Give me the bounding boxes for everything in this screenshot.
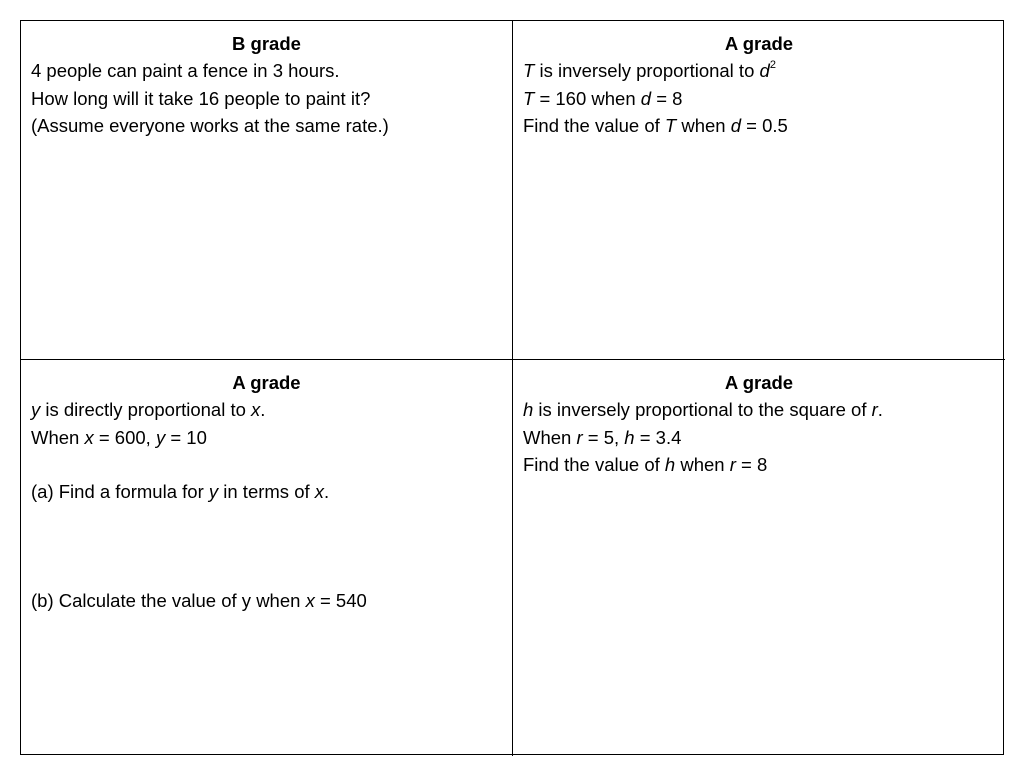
question-text: = 160 when [534, 87, 641, 109]
variable-t: T [664, 114, 677, 136]
question-text: (b) Calculate the value of y when [31, 590, 306, 612]
question-text: Find the value of [523, 453, 665, 475]
card-grade-heading: B grade [232, 33, 301, 54]
question-part-a [31, 478, 502, 505]
question-card-grid [20, 20, 1004, 755]
question-text: = 540 [314, 590, 367, 612]
variable-r: r [729, 453, 736, 475]
question-text: when [676, 114, 731, 136]
question-text: is directly proportional to [40, 399, 252, 421]
question-line [523, 451, 995, 478]
variable-d: d [730, 114, 742, 136]
variable-x: x [84, 426, 94, 448]
question-text: = 8 [735, 453, 768, 475]
variable-h: h [664, 453, 676, 475]
variable-x: x [305, 590, 315, 612]
question-text: is inversely proportional to [534, 60, 760, 82]
question-text: = 8 [651, 87, 683, 109]
question-text: (a) Find a formula for [31, 481, 209, 503]
question-line: How long will it take 16 people to paint it? [31, 87, 371, 109]
question-line [31, 396, 502, 423]
question-line [523, 396, 995, 423]
question-card-a-grade-direct-proportion [21, 360, 513, 756]
question-text: . [260, 399, 266, 421]
variable-y: y [155, 426, 166, 448]
question-text: When [523, 426, 577, 448]
card-grade-heading: A grade [724, 33, 794, 54]
exponent: 2 [769, 59, 776, 72]
question-text: = 3.4 [634, 426, 682, 448]
variable-r: r [576, 426, 583, 448]
card-grade-heading: A grade [232, 372, 301, 393]
variable-t: T [523, 87, 535, 109]
question-card-a-grade-inverse-square [513, 360, 1005, 756]
question-text: = 600, [93, 426, 156, 448]
question-text: = 0.5 [741, 114, 788, 136]
question-text: When [31, 426, 85, 448]
variable-d: d [759, 60, 770, 82]
variable-h: h [624, 426, 635, 448]
question-text: in terms of [218, 481, 315, 503]
variable-d: d [640, 87, 652, 109]
question-line [523, 85, 995, 112]
question-line: (Assume everyone works at the same rate.) [31, 114, 389, 136]
variable-y: y [31, 399, 41, 421]
question-text: = 5, [582, 426, 625, 448]
question-text: . [877, 399, 883, 421]
spacer [31, 505, 502, 587]
question-text: . [324, 481, 330, 503]
question-text: Find the value of [523, 114, 665, 136]
question-line [523, 424, 995, 451]
question-text: is inversely proportional to the square of [533, 399, 872, 421]
question-card-a-grade-inverse-d-squared [513, 21, 1005, 360]
question-text: when [675, 453, 730, 475]
question-card-b-grade-fence [21, 21, 513, 360]
variable-y: y [208, 481, 219, 503]
question-text: = 10 [165, 426, 207, 448]
question-line [31, 424, 502, 451]
question-line [523, 112, 995, 139]
variable-r: r [871, 399, 878, 421]
variable-x: x [251, 399, 261, 421]
variable-x: x [314, 481, 325, 503]
variable-h: h [523, 399, 534, 421]
spacer [31, 451, 502, 478]
question-line: 4 people can paint a fence in 3 hours. [31, 60, 340, 82]
variable-t: T [523, 60, 535, 82]
card-grade-heading: A grade [724, 372, 794, 393]
question-part-b [31, 587, 502, 614]
question-line [523, 57, 995, 84]
